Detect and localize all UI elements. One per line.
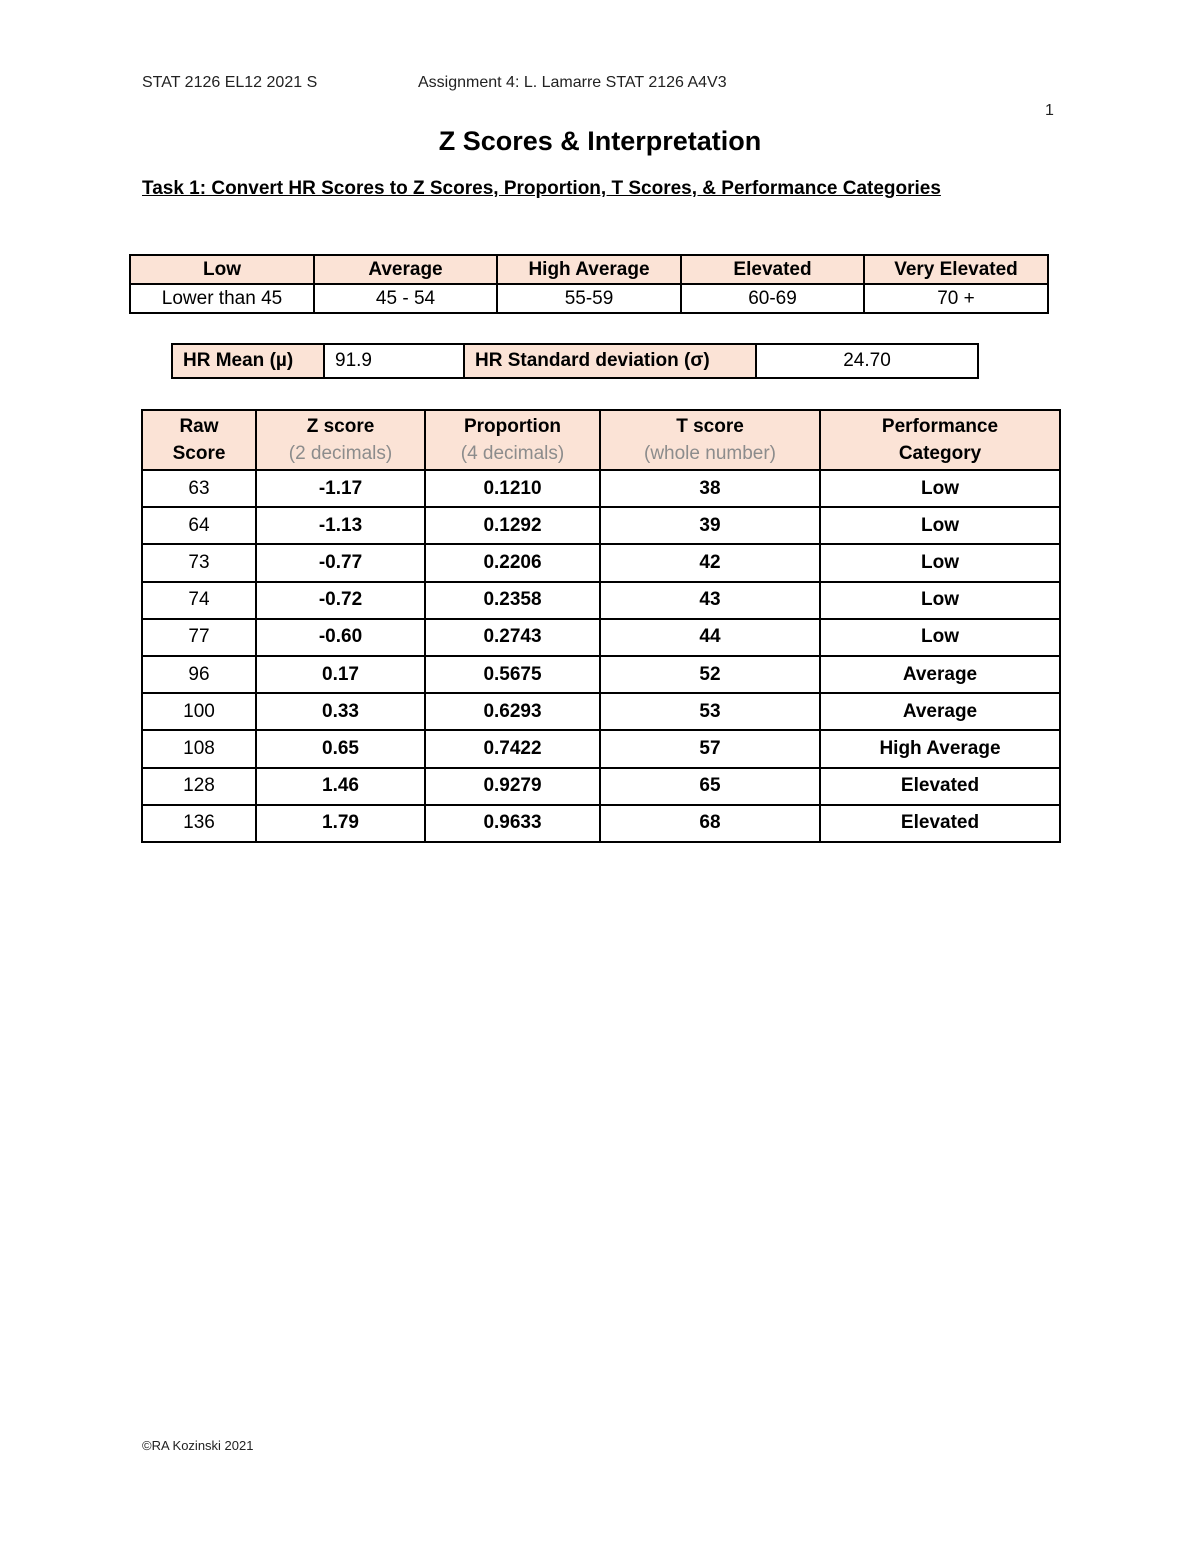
category-cell: Low xyxy=(820,507,1060,544)
t-score-cell: 38 xyxy=(600,470,820,507)
sd-value: 24.70 xyxy=(756,344,978,378)
raw-score-cell: 108 xyxy=(142,730,256,767)
category-name: Low xyxy=(130,255,314,284)
raw-score-cell: 128 xyxy=(142,768,256,805)
category-range: 45 - 54 xyxy=(314,284,497,313)
proportion-cell: 0.2743 xyxy=(425,619,600,656)
proportion-cell: 0.9633 xyxy=(425,805,600,842)
t-score-cell: 65 xyxy=(600,768,820,805)
table-row xyxy=(142,619,1060,656)
zscore-table xyxy=(141,409,1061,843)
raw-score-cell: 73 xyxy=(142,544,256,581)
category-name: Elevated xyxy=(681,255,864,284)
category-cell: Low xyxy=(820,582,1060,619)
t-score-cell: 39 xyxy=(600,507,820,544)
category-name: High Average xyxy=(497,255,681,284)
z-score-cell: 0.33 xyxy=(256,693,425,730)
page-title: Z Scores & Interpretation xyxy=(438,126,762,156)
t-score-cell: 57 xyxy=(600,730,820,767)
category-table xyxy=(129,254,1049,314)
proportion-cell: 0.1210 xyxy=(425,470,600,507)
table-row xyxy=(142,693,1060,730)
category-ranges-row xyxy=(130,284,1048,313)
category-cell: High Average xyxy=(820,730,1060,767)
proportion-cell: 0.2206 xyxy=(425,544,600,581)
table-row xyxy=(142,507,1060,544)
t-score-cell: 44 xyxy=(600,619,820,656)
category-cell: Low xyxy=(820,619,1060,656)
t-score-cell: 43 xyxy=(600,582,820,619)
z-score-cell: 0.65 xyxy=(256,730,425,767)
raw-score-cell: 136 xyxy=(142,805,256,842)
table-header-row xyxy=(142,410,1060,470)
category-name: Very Elevated xyxy=(864,255,1048,284)
z-score-cell: 1.79 xyxy=(256,805,425,842)
category-cell: Low xyxy=(820,544,1060,581)
raw-score-cell: 96 xyxy=(142,656,256,693)
z-score-cell: -0.72 xyxy=(256,582,425,619)
category-names-row xyxy=(130,255,1048,284)
table-row xyxy=(142,544,1060,581)
table-row xyxy=(142,582,1060,619)
category-cell: Low xyxy=(820,470,1060,507)
task-heading: Task 1: Convert HR Scores to Z Scores, Proportion, T Scores, & Performance Categories xyxy=(142,178,941,199)
t-score-cell: 52 xyxy=(600,656,820,693)
course-header: STAT 2126 EL12 2021 S xyxy=(142,74,318,91)
t-score-cell: 68 xyxy=(600,805,820,842)
sd-label: HR Standard deviation (σ) xyxy=(464,344,756,378)
mean-label: HR Mean (µ) xyxy=(172,344,324,378)
proportion-cell: 0.6293 xyxy=(425,693,600,730)
mean-value: 91.9 xyxy=(324,344,464,378)
category-name: Average xyxy=(314,255,497,284)
proportion-cell: 0.7422 xyxy=(425,730,600,767)
page-number: 1 xyxy=(1045,102,1054,119)
raw-score-cell: 77 xyxy=(142,619,256,656)
category-cell: Elevated xyxy=(820,805,1060,842)
copyright-footer: ©RA Kozinski 2021 xyxy=(142,1438,254,1453)
z-score-cell: -1.17 xyxy=(256,470,425,507)
z-score-cell: -1.13 xyxy=(256,507,425,544)
raw-score-cell: 74 xyxy=(142,582,256,619)
z-score-cell: 0.17 xyxy=(256,656,425,693)
proportion-cell: 0.5675 xyxy=(425,656,600,693)
z-score-cell: -0.60 xyxy=(256,619,425,656)
table-row xyxy=(142,470,1060,507)
proportion-cell: 0.2358 xyxy=(425,582,600,619)
t-score-cell: 42 xyxy=(600,544,820,581)
z-score-cell: -0.77 xyxy=(256,544,425,581)
assignment-header: Assignment 4: L. Lamarre STAT 2126 A4V3 xyxy=(418,74,727,91)
table-row xyxy=(142,768,1060,805)
table-row xyxy=(142,730,1060,767)
proportion-cell: 0.1292 xyxy=(425,507,600,544)
table-row xyxy=(142,656,1060,693)
raw-score-cell: 64 xyxy=(142,507,256,544)
category-range: 60-69 xyxy=(681,284,864,313)
raw-score-cell: 63 xyxy=(142,470,256,507)
z-score-cell: 1.46 xyxy=(256,768,425,805)
table-row xyxy=(142,805,1060,842)
proportion-cell: 0.9279 xyxy=(425,768,600,805)
header-proportion: Proportion (4 decimals) xyxy=(425,410,600,470)
category-cell: Average xyxy=(820,693,1060,730)
header-t-score: T score (whole number) xyxy=(600,410,820,470)
raw-score-cell: 100 xyxy=(142,693,256,730)
stats-table xyxy=(171,343,979,379)
header-z-score: Z score (2 decimals) xyxy=(256,410,425,470)
category-range: 70 + xyxy=(864,284,1048,313)
category-range: Lower than 45 xyxy=(130,284,314,313)
header-raw-score: Raw Score xyxy=(142,410,256,470)
category-range: 55-59 xyxy=(497,284,681,313)
header-performance-category: Performance Category xyxy=(820,410,1060,470)
t-score-cell: 53 xyxy=(600,693,820,730)
category-cell: Elevated xyxy=(820,768,1060,805)
category-cell: Average xyxy=(820,656,1060,693)
